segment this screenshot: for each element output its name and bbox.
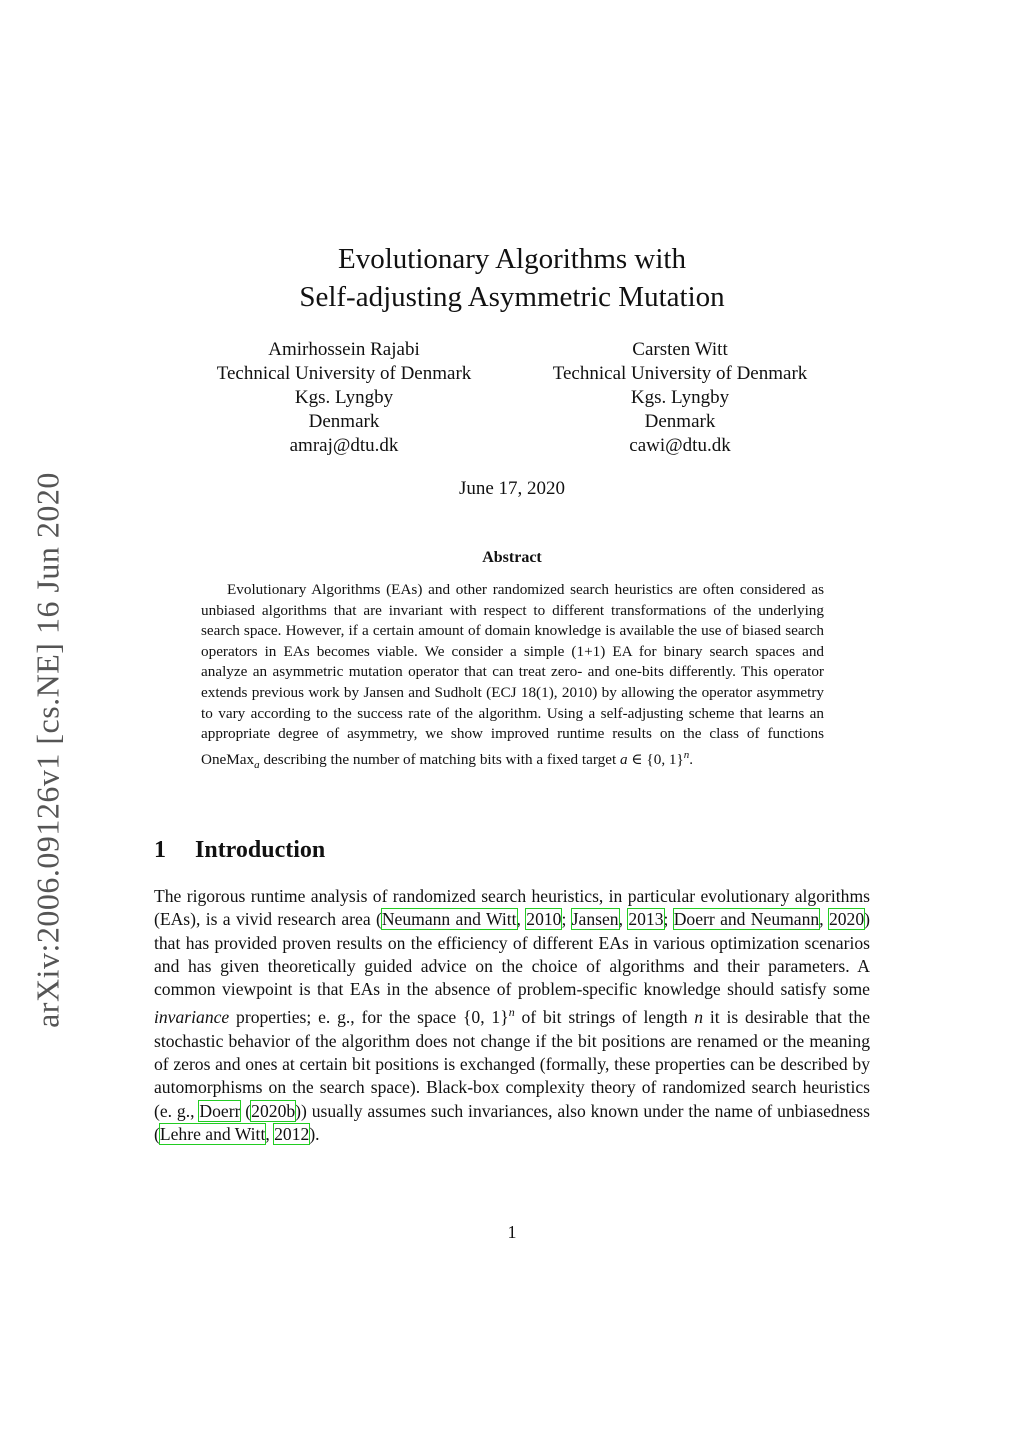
author-country: Denmark (308, 411, 380, 432)
intro-text: ; (561, 909, 572, 930)
intro-text: ; (663, 909, 674, 930)
section-number: 1 (154, 837, 166, 863)
abstract-heading: Abstract (482, 549, 542, 566)
arxiv-identifier-stamp: arXiv:2006.09126v1 [cs.NE] 16 Jun 2020 (29, 472, 66, 1028)
author-city: Kgs. Lyngby (294, 387, 394, 408)
intro-text: properties; e. g., for the space {0, 1} (229, 1007, 509, 1028)
citation-link[interactable]: Lehre and Witt (159, 1123, 266, 1144)
intro-text: , (516, 909, 527, 930)
author-email: cawi@dtu.dk (629, 435, 731, 456)
author-affiliation: Technical University of Denmark (552, 363, 808, 384)
math-superscript-n: n (683, 748, 690, 761)
author-block-2 (515, 338, 845, 458)
author-name: Carsten Witt (632, 339, 728, 360)
citation-link[interactable]: Doerr and Neumann (673, 909, 820, 930)
citation-year-link[interactable]: 2012 (274, 1123, 310, 1144)
abstract-text-part: . (689, 750, 694, 768)
section-title: Introduction (195, 837, 326, 863)
publication-date: June 17, 2020 (458, 478, 566, 499)
intro-text: it is desirable that the stochastic behavior of the algorithm does not change if the bit positions are renamed or the meaning of zeros and ones at certain bit positions is exchanged (formally, these properties can be described by automorphisms on the search space). Black-box complexity theory of randomized search heuristics (e. g., (154, 1007, 870, 1121)
emphasis-invariance: invariance (154, 1007, 230, 1028)
citation-link[interactable]: Doerr (199, 1100, 241, 1121)
intro-text: ) that has provided proven results on the efficiency of different EAs in various optimization scenarios and has given theoretically guided advice on the choice of algorithms and their parameters. A common viewpoint is that EAs in the absence of problem-specific knowledge should satisfy some (154, 909, 870, 1000)
citation-year-link[interactable]: 2010 (526, 909, 562, 930)
intro-text: of bit strings of length (514, 1007, 695, 1028)
title-line-2: Self-adjusting Asymmetric Mutation (299, 281, 725, 313)
citation-link[interactable]: Neumann and Witt (381, 909, 517, 930)
citation-year-link[interactable]: 2013 (628, 909, 664, 930)
paper-title (0, 240, 1024, 316)
math-superscript-n: n (508, 1005, 515, 1020)
intro-text: , (618, 909, 629, 930)
math-variable-a: a (620, 750, 628, 768)
intro-text: ). (309, 1123, 320, 1144)
citation-year-link[interactable]: 2020b (251, 1100, 296, 1121)
section-heading-introduction (154, 837, 325, 864)
abstract-text-part: ∈ {0, 1} (627, 750, 684, 768)
author-country: Denmark (644, 411, 716, 432)
intro-text: )) usually assumes such invariances, also known under the name of unbiasedness ( (154, 1100, 871, 1144)
author-affiliation: Technical University of Denmark (216, 363, 472, 384)
math-variable-n: n (694, 1007, 704, 1028)
author-block-1 (179, 338, 509, 458)
abstract-text-part: describing the number of matching bits with a fixed target (259, 750, 620, 768)
intro-text: , (819, 909, 829, 930)
citation-link[interactable]: Jansen (571, 909, 619, 930)
onemax-subscript: a (254, 758, 260, 771)
abstract-text-part: Evolutionary Algorithms (EAs) and other randomized search heuristics are often considered as unbiased algorithms that are invariant with respect to different transformations of the underlying search space. However, if a certain amount of domain knowledge is available the use of biased search operators in EAs becomes viable. We consider a simple (1+1) EA for binary search spaces and analyze an asymmetric mutation operator that can treat zero- and one-bits differently. This operator extends previous work by Jansen and Sudholt (ECJ 18(1), 2010) by allowing the operator asymmetry to vary according to the success rate of the algorithm. Using a self-adjusting scheme that learns an appropriate degree of asymmetry, we show improved runtime results on the class of functions OneMax (201, 581, 824, 768)
intro-text: , (265, 1123, 275, 1144)
author-city: Kgs. Lyngby (630, 387, 730, 408)
author-name: Amirhossein Rajabi (268, 339, 420, 360)
author-email: amraj@dtu.dk (289, 435, 399, 456)
page-number: 1 (507, 1222, 517, 1242)
title-line-1: Evolutionary Algorithms with (338, 243, 686, 275)
introduction-paragraph (154, 885, 870, 1146)
intro-text: ( (240, 1100, 252, 1121)
citation-year-link[interactable]: 2020 (828, 909, 865, 930)
intro-text: The rigorous runtime analysis of randomized search heuristics, in particular evolutionary algorithms (EAs), is a vivid research area ( (154, 886, 870, 930)
abstract-text (201, 580, 824, 775)
